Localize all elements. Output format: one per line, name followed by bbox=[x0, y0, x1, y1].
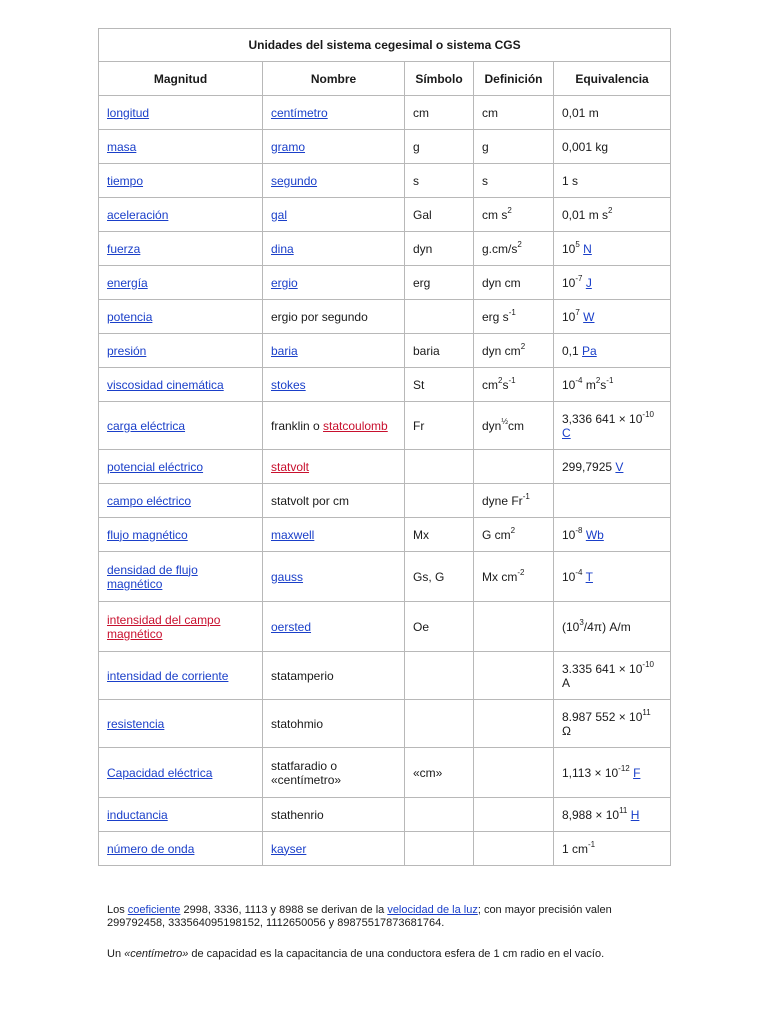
table-row bbox=[99, 334, 671, 368]
equivalencia-cell: $1,113 \times 10^{-12}$ F bbox=[554, 748, 671, 798]
equivalencia-cell: $10^5$ N bbox=[554, 232, 671, 266]
simbolo-cell bbox=[405, 652, 474, 700]
nombre-link[interactable]: oersted bbox=[271, 619, 312, 634]
magnitud-link[interactable]: flujo magnético bbox=[107, 527, 188, 542]
equivalencia-cell: 0,001 kg bbox=[554, 130, 671, 164]
definicion-cell: Mx $cm^{-2}$ bbox=[474, 552, 554, 602]
table-row bbox=[99, 748, 671, 798]
magnitud-link[interactable]: fuerza bbox=[107, 241, 141, 256]
simbolo-cell bbox=[405, 832, 474, 866]
simbolo-cell: erg bbox=[405, 266, 474, 300]
table-row bbox=[99, 518, 671, 552]
equivalencia-cell: $10^{-4}$ $m^2s^{-1}$ bbox=[554, 368, 671, 402]
table-row bbox=[99, 266, 671, 300]
unit-link[interactable]: J bbox=[585, 275, 592, 290]
unit-link[interactable]: H bbox=[630, 807, 640, 822]
magnitud-link[interactable]: longitud bbox=[107, 105, 150, 120]
definicion-cell bbox=[474, 450, 554, 484]
table-row bbox=[99, 232, 671, 266]
table-header-row bbox=[99, 62, 671, 96]
definicion-cell: cm $s^2$ bbox=[474, 198, 554, 232]
equivalencia-cell: 0,1 Pa bbox=[554, 334, 671, 368]
nombre-link[interactable]: ergio bbox=[271, 275, 298, 290]
header-definicion: Definición bbox=[474, 62, 554, 96]
equivalencia-cell: 1 $cm^{-1}$ bbox=[554, 832, 671, 866]
header-simbolo: Símbolo bbox=[405, 62, 474, 96]
simbolo-cell: Gs, G bbox=[405, 552, 474, 602]
magnitud-link[interactable]: potencia bbox=[107, 309, 153, 324]
header-magnitud: Magnitud bbox=[99, 62, 263, 96]
simbolo-cell: s bbox=[405, 164, 474, 198]
definicion-cell: $g.cm/s^2$ bbox=[474, 232, 554, 266]
definicion-cell: dyn cm bbox=[474, 266, 554, 300]
simbolo-cell: dyn bbox=[405, 232, 474, 266]
definicion-cell: G $cm^2$ bbox=[474, 518, 554, 552]
magnitud-link[interactable]: energía bbox=[107, 275, 148, 290]
definicion-cell: dyn $cm^2$ bbox=[474, 334, 554, 368]
magnitud-link[interactable]: carga eléctrica bbox=[107, 418, 186, 433]
equivalencia-cell: 299,7925 V bbox=[554, 450, 671, 484]
nombre-link[interactable]: centímetro bbox=[271, 105, 328, 120]
table-row bbox=[99, 368, 671, 402]
definicion-cell bbox=[474, 652, 554, 700]
footnote-coefficients: Los coeficiente 2998, 3336, 1113 y 8988 se derivan de la velocidad de la luz; con mayor precisión valen 299792458, 333564095198152, 1112650056 y 89875517873681764. bbox=[107, 904, 612, 929]
simbolo-cell: g bbox=[405, 130, 474, 164]
definicion-cell: $cm^2s^{-1}$ bbox=[474, 368, 554, 402]
definicion-cell: dyne $Fr^{-1}$ bbox=[474, 484, 554, 518]
nombre-link[interactable]: baria bbox=[271, 343, 298, 358]
equivalencia-cell: $10^{-7}$ J bbox=[554, 266, 671, 300]
magnitud-link[interactable]: potencial eléctrico bbox=[107, 459, 204, 474]
magnitud-link[interactable]: densidad de flujo magnético bbox=[107, 562, 198, 591]
definicion-cell bbox=[474, 700, 554, 748]
equivalencia-cell: $(10^3/4\pi)$ A/m bbox=[554, 602, 671, 652]
equivalencia-cell bbox=[554, 484, 671, 518]
cgs-units-table bbox=[98, 28, 671, 866]
nombre-link[interactable]: gal bbox=[271, 207, 288, 222]
equivalencia-cell: 0,01 m bbox=[554, 96, 671, 130]
footnote-centimetro: Un «centímetro» de capacidad es la capacitancia de una conductora esfera de 1 cm radio en el vacío. bbox=[107, 948, 605, 960]
simbolo-cell bbox=[405, 700, 474, 748]
table-row bbox=[99, 96, 671, 130]
nombre-cell: ergio por segundo bbox=[263, 300, 405, 334]
simbolo-cell: cm bbox=[405, 96, 474, 130]
unit-link[interactable]: Pa bbox=[582, 343, 597, 358]
nombre-cell: statfaradio o «centímetro» bbox=[263, 748, 405, 798]
nombre-link[interactable]: stokes bbox=[271, 377, 306, 392]
simbolo-cell: «cm» bbox=[405, 748, 474, 798]
equivalencia-cell: 1 s bbox=[554, 164, 671, 198]
unit-link[interactable]: Wb bbox=[585, 527, 604, 542]
definicion-cell bbox=[474, 748, 554, 798]
equivalencia-cell: 3.335 $641 \times 10^{-10}$ A bbox=[554, 652, 671, 700]
magnitud-link[interactable]: Capacidad eléctrica bbox=[107, 765, 213, 780]
nombre-cell: franklin o statcoulomb bbox=[263, 402, 405, 450]
unit-link[interactable]: V bbox=[615, 459, 624, 474]
definicion-cell: erg $s^{-1}$ bbox=[474, 300, 554, 334]
table-row bbox=[99, 164, 671, 198]
simbolo-cell: Mx bbox=[405, 518, 474, 552]
magnitud-link[interactable]: presión bbox=[107, 343, 147, 358]
magnitud-link[interactable]: aceleración bbox=[107, 207, 169, 222]
table-row bbox=[99, 700, 671, 748]
magnitud-link[interactable]: masa bbox=[107, 139, 137, 154]
nombre-link[interactable]: segundo bbox=[271, 173, 318, 188]
velocidad-luz-link[interactable]: velocidad de la luz bbox=[387, 904, 478, 916]
equivalencia-cell: 8.987 $552 \times 10^{11}$ Ω bbox=[554, 700, 671, 748]
table-row bbox=[99, 484, 671, 518]
magnitud-link[interactable]: inductancia bbox=[107, 807, 168, 822]
table-row bbox=[99, 450, 671, 484]
header-equivalencia: Equivalencia bbox=[554, 62, 671, 96]
definicion-cell: cm bbox=[474, 96, 554, 130]
simbolo-cell bbox=[405, 484, 474, 518]
definicion-cell: s bbox=[474, 164, 554, 198]
definicion-cell bbox=[474, 832, 554, 866]
magnitud-link[interactable]: campo eléctrico bbox=[107, 493, 192, 508]
coeficiente-link[interactable]: coeficiente bbox=[127, 904, 181, 916]
nombre-link[interactable]: gramo bbox=[271, 139, 306, 154]
unit-link[interactable]: C bbox=[562, 425, 571, 440]
table-row bbox=[99, 798, 671, 832]
nombre-link[interactable]: maxwell bbox=[271, 527, 315, 542]
table-row bbox=[99, 652, 671, 700]
nombre-link[interactable]: gauss bbox=[271, 569, 304, 584]
nombre-link[interactable]: kayser bbox=[271, 841, 307, 856]
equivalencia-cell: $8,988 \times 10^{11}$ H bbox=[554, 798, 671, 832]
unit-link[interactable]: T bbox=[585, 569, 593, 584]
definicion-cell bbox=[474, 602, 554, 652]
nombre-link[interactable]: dina bbox=[271, 241, 294, 256]
magnitud-link[interactable]: viscosidad cinemática bbox=[107, 377, 224, 392]
equivalencia-cell: $10^7$ W bbox=[554, 300, 671, 334]
simbolo-cell bbox=[405, 798, 474, 832]
simbolo-cell bbox=[405, 300, 474, 334]
simbolo-cell: Fr bbox=[405, 402, 474, 450]
table-row bbox=[99, 198, 671, 232]
simbolo-cell: Oe bbox=[405, 602, 474, 652]
nombre-cell: stathenrio bbox=[263, 798, 405, 832]
equivalencia-cell: 3,336 $641 \times 10^{-10}$ C bbox=[554, 402, 671, 450]
nombre-cell: statvolt por cm bbox=[263, 484, 405, 518]
unit-link[interactable]: W bbox=[583, 309, 595, 324]
simbolo-cell: St bbox=[405, 368, 474, 402]
definicion-cell: g bbox=[474, 130, 554, 164]
table-row bbox=[99, 832, 671, 866]
definicion-cell bbox=[474, 798, 554, 832]
equivalencia-cell: $10^{-4}$ T bbox=[554, 552, 671, 602]
magnitud-link[interactable]: intensidad de corriente bbox=[107, 668, 229, 683]
table-row bbox=[99, 300, 671, 334]
unit-link[interactable]: F bbox=[633, 765, 641, 780]
table-row bbox=[99, 402, 671, 450]
table-row bbox=[99, 552, 671, 602]
table-row bbox=[99, 130, 671, 164]
header-nombre: Nombre bbox=[263, 62, 405, 96]
magnitud-link[interactable]: resistencia bbox=[107, 716, 165, 731]
magnitud-link[interactable]: intensidad del campo magnético bbox=[107, 612, 221, 641]
definicion-cell: dyn$^{\frac{1}{2}}$cm bbox=[474, 402, 554, 450]
unit-link[interactable]: N bbox=[583, 241, 592, 256]
simbolo-cell: Gal bbox=[405, 198, 474, 232]
table-caption: Unidades del sistema cegesimal o sistema CGS bbox=[99, 29, 671, 62]
nombre-cell: statohmio bbox=[263, 700, 405, 748]
table-row bbox=[99, 602, 671, 652]
nombre-link[interactable]: statcoulomb bbox=[323, 418, 388, 433]
equivalencia-cell: $10^{-8}$ Wb bbox=[554, 518, 671, 552]
nombre-link[interactable]: statvolt bbox=[271, 459, 310, 474]
simbolo-cell: baria bbox=[405, 334, 474, 368]
simbolo-cell bbox=[405, 450, 474, 484]
equivalencia-cell: 0,01 m $s^2$ bbox=[554, 198, 671, 232]
magnitud-link[interactable]: número de onda bbox=[107, 841, 195, 856]
nombre-cell: statamperio bbox=[263, 652, 405, 700]
magnitud-link[interactable]: tiempo bbox=[107, 173, 144, 188]
